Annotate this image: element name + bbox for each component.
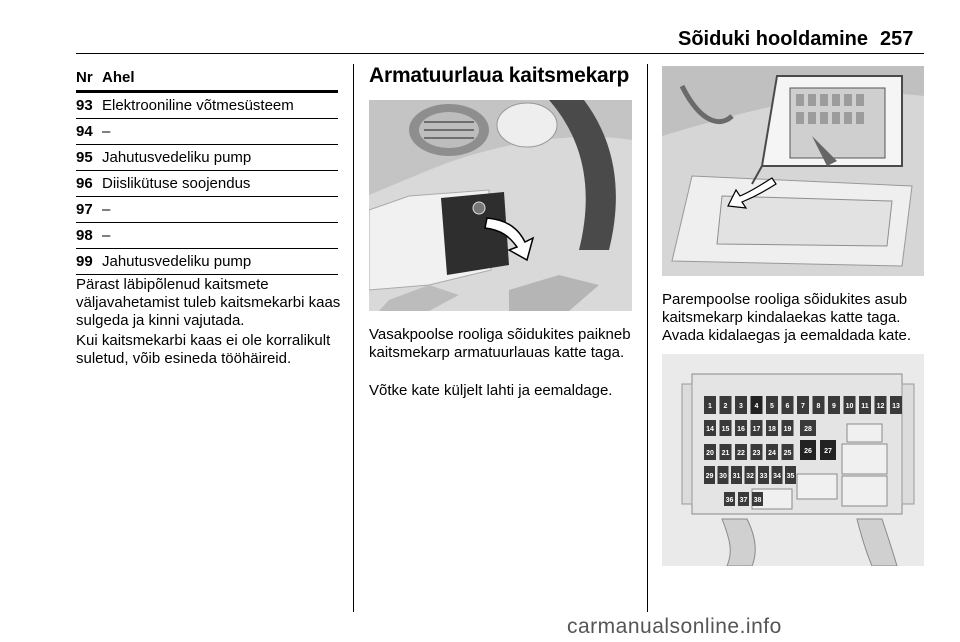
fuse-label: 25 <box>783 450 792 457</box>
fuse-circuit: – <box>102 201 111 218</box>
fuse-label: 5 <box>770 403 774 410</box>
fuse-number: 99 <box>76 253 93 270</box>
paragraph-lhd-location: Vasakpoolse rooliga sõidukites paikneb kaitsmekarp armatuurlauas katte taga. <box>369 326 631 361</box>
fuse-table-header <box>76 64 338 93</box>
fuse-label: 28 <box>804 426 812 433</box>
fuse-label: 32 <box>746 473 754 480</box>
fuse-number: 97 <box>76 201 93 218</box>
table-row <box>76 249 338 275</box>
paragraph-remove-cover: Võtke kate küljelt lahti ja eemaldage. <box>369 382 613 399</box>
column-divider-2 <box>647 64 648 612</box>
fuse-label: 17 <box>752 426 761 433</box>
dashboard-fusebox-photo <box>369 100 632 311</box>
fuse-label: 33 <box>759 473 768 480</box>
fuse-label: 29 <box>705 473 714 480</box>
fuse-label: 23 <box>752 450 761 457</box>
fuse-label: 21 <box>721 450 730 457</box>
fuse-label: 27 <box>824 448 832 455</box>
fuse-label: 6 <box>785 403 790 410</box>
fuse-label: 2 <box>723 403 728 410</box>
fuse-label: 4 <box>754 403 759 410</box>
fuse-label: 20 <box>706 450 714 457</box>
fuse-label: 13 <box>892 403 900 410</box>
fuse-label: 9 <box>832 403 836 410</box>
table-row <box>76 145 338 171</box>
paragraph-fuse-replacement: Pärast läbipõlenud kaitsmete väljavahetamist tuleb kaitsmekarbi kaas sulgeda ja kinni vajutada. <box>76 276 341 329</box>
fuse-label: 11 <box>861 403 869 410</box>
fuse-number: 94 <box>76 123 93 140</box>
fuse-label: 7 <box>801 403 805 410</box>
fuse-number: 96 <box>76 175 93 192</box>
fuse-circuit: – <box>102 227 111 244</box>
fuse-number: 98 <box>76 227 93 244</box>
fuse-circuit: Jahutusvedeliku pump <box>102 253 252 270</box>
fuse-label: 3 <box>739 403 743 410</box>
fuse-label: 14 <box>706 426 714 433</box>
fuse-circuit: Jahutusvedeliku pump <box>102 149 252 166</box>
fuse-label: 12 <box>876 403 885 410</box>
glovebox-fusebox-photo <box>662 66 924 276</box>
table-row <box>76 119 338 145</box>
watermark: carmanualsonline.info <box>567 615 782 638</box>
table-row <box>76 223 338 249</box>
fuse-label: 36 <box>725 497 734 504</box>
fuse-table <box>76 64 338 275</box>
fuse-circuit: Diislikütuse soojendus <box>102 175 251 192</box>
fuse-label: 19 <box>783 426 792 433</box>
fuse-label: 24 <box>768 450 776 457</box>
fuse-label: 10 <box>845 403 854 410</box>
page-number: 257 <box>880 28 914 50</box>
fuse-circuit: – <box>102 123 111 140</box>
column-header-nr: Nr <box>76 68 93 86</box>
fuse-label: 26 <box>804 448 812 455</box>
fuse-label: 34 <box>773 473 781 480</box>
section-heading: Armatuurlaua kaitsmekarp <box>369 64 630 87</box>
fuse-label: 16 <box>737 426 745 433</box>
fuse-label: 18 <box>768 426 776 433</box>
fuse-label: 31 <box>732 473 741 480</box>
fuse-label: 37 <box>739 497 748 504</box>
page-header-title: Sõiduki hooldamine <box>678 28 869 50</box>
fuse-number: 93 <box>76 97 93 114</box>
fusebox-layout-diagram <box>662 354 924 566</box>
column-divider-1 <box>353 64 354 612</box>
fuse-label: 38 <box>753 497 762 504</box>
fuse-label: 22 <box>737 450 745 457</box>
fuse-number: 95 <box>76 149 93 166</box>
table-row <box>76 171 338 197</box>
table-row <box>76 197 338 223</box>
paragraph-rhd-location: Parempoolse rooliga sõidukites asub kaitsmekarp kindalaekas katte taga. Avada kidalaegas ja eemaldada kate. <box>662 291 912 344</box>
fuse-label: 8 <box>816 403 821 410</box>
table-row <box>76 93 338 119</box>
paragraph-cover-warning: Kui kaitsmekarbi kaas ei ole korralikult suletud, võib esineda tööhäireid. <box>76 332 331 367</box>
fuse-label: 35 <box>786 473 795 480</box>
fuse-label: 1 <box>708 403 712 410</box>
header-rule <box>76 53 924 54</box>
fuse-label: 30 <box>719 473 727 480</box>
fuse-label: 15 <box>721 426 730 433</box>
fuse-circuit: Elektrooniline võtmesüsteem <box>102 97 294 114</box>
column-header-circuit: Ahel <box>102 68 135 86</box>
